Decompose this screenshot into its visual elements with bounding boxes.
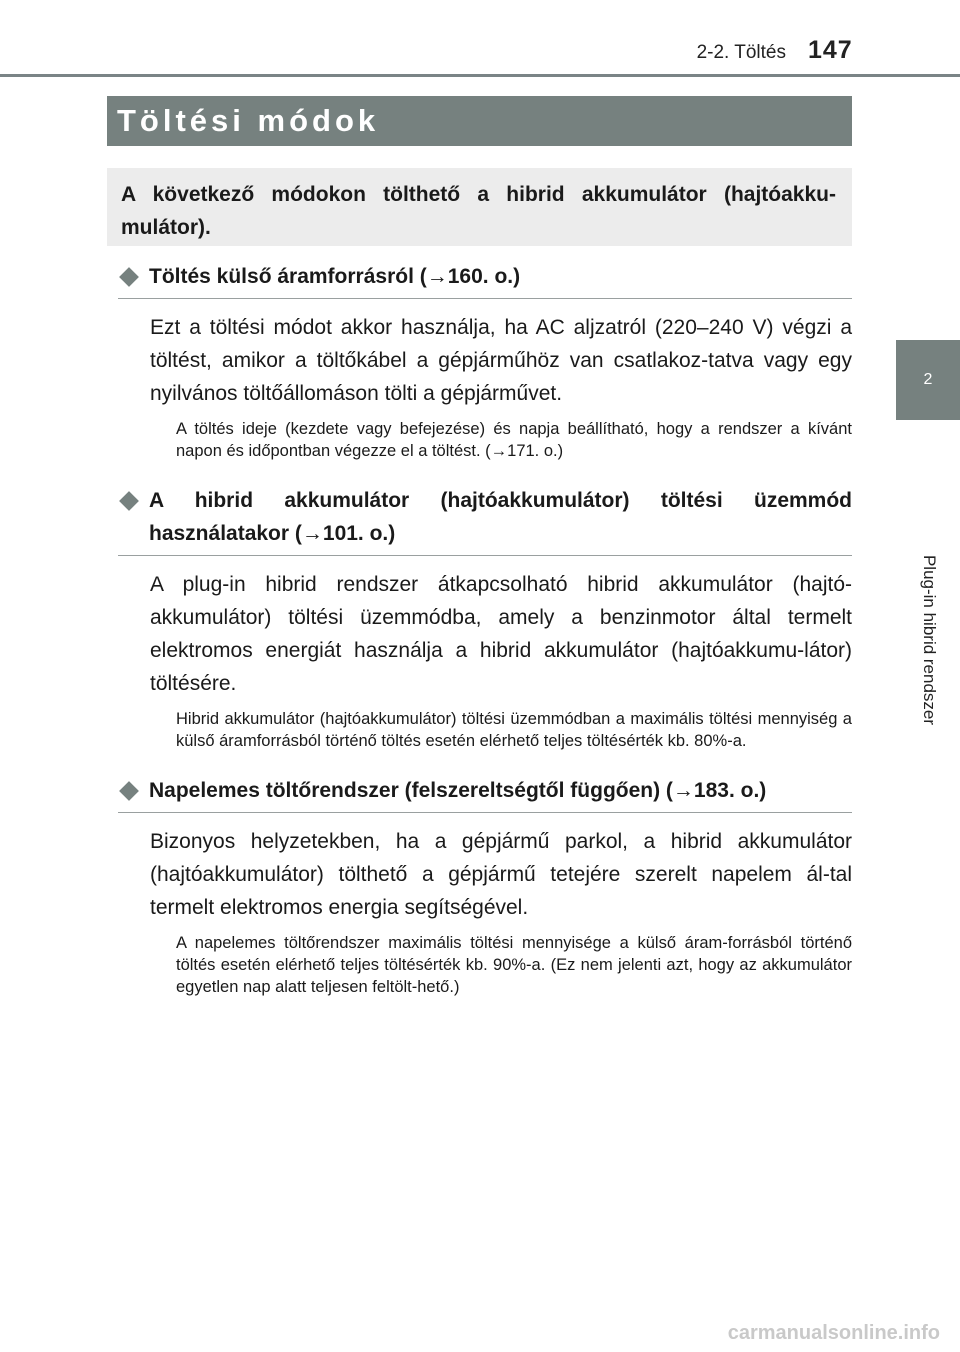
intro-text: A következő módokon tölthető a hibrid akkumulátor (hajtóakku-mulátor).: [121, 183, 836, 239]
chapter-tab: [896, 340, 960, 420]
diamond-bullet-icon: [119, 781, 139, 801]
watermark: carmanualsonline.info: [727, 1322, 940, 1344]
diamond-bullet-icon: [119, 491, 139, 511]
page-title: Töltési módok: [117, 103, 380, 138]
header-divider: [0, 74, 960, 77]
section-heading-text: A hibrid akkumulátor (hajtóakkumulátor) töltési üzemmód használatakor (→101. o.): [149, 489, 852, 545]
chapter-number: 2: [923, 371, 933, 388]
chapter-title: Plug-in hibrid rendszer: [920, 554, 939, 726]
main-content: [118, 260, 852, 998]
section-note: Hibrid akkumulátor (hajtóakkumulátor) töltési üzemmódban a maximális töltési mennyiség a külső áramforrásból történő töltés esetén elérhető teljes töltésérték kb. 80%-a.: [176, 710, 852, 750]
section-heading-text: Napelemes töltőrendszer (felszereltségtől függően) (→183. o.): [149, 779, 767, 802]
page-number: 147: [808, 36, 853, 64]
intro-box: [107, 168, 852, 246]
section-body: Ezt a töltési módot akkor használja, ha AC aljzatról (220–240 V) végzi a töltést, amikor a töltőkábel a gépjárműhöz van csatlakoz-tatva vagy egy nyilvános töltőállomáson tölti a gépjárművet.: [150, 316, 852, 405]
section-external-charging: [118, 260, 852, 462]
diamond-bullet-icon: [119, 267, 139, 287]
section-solar-charging: [118, 774, 852, 998]
section-heading-text: Töltés külső áramforrásról (→160. o.): [149, 265, 521, 288]
section-battery-charge-mode: [118, 484, 852, 752]
chapter-side-label: [919, 554, 939, 726]
section-note: A töltés ideje (kezdete vagy befejezése) és napja beállítható, hogy a rendszer a kívánt napon és időpontban végezze el a töltést. (→171. o.): [176, 420, 852, 460]
page-title-bar: [107, 96, 852, 146]
section-heading: [118, 484, 852, 556]
section-body: Bizonyos helyzetekben, ha a gépjármű parkol, a hibrid akkumulátor (hajtóakkumulátor) tölthető a gépjármű tetejére szerelt napelem ál-tal termelt elektromos energia segítségével.: [150, 830, 852, 919]
header-section-title: 2-2. Töltés: [696, 42, 786, 63]
section-body: A plug-in hibrid rendszer átkapcsolható hibrid akkumulátor (hajtó-akkumulátor) töltési üzemmódba, amely a benzinmotor által termelt elektromos energiát használja a hibrid akkumulátor (hajtóakkumu-látor) töltésére.: [150, 573, 852, 695]
section-heading: [118, 774, 852, 813]
section-note: A napelemes töltőrendszer maximális töltési mennyisége a külső áram-forrásból történő töltés esetén elérhető teljes töltésérték kb. 90%-a. (Ez nem jelenti azt, hogy az akkumulátor egyetlen nap alatt teljesen feltölt-hető.): [176, 934, 852, 996]
section-heading: [118, 260, 852, 299]
